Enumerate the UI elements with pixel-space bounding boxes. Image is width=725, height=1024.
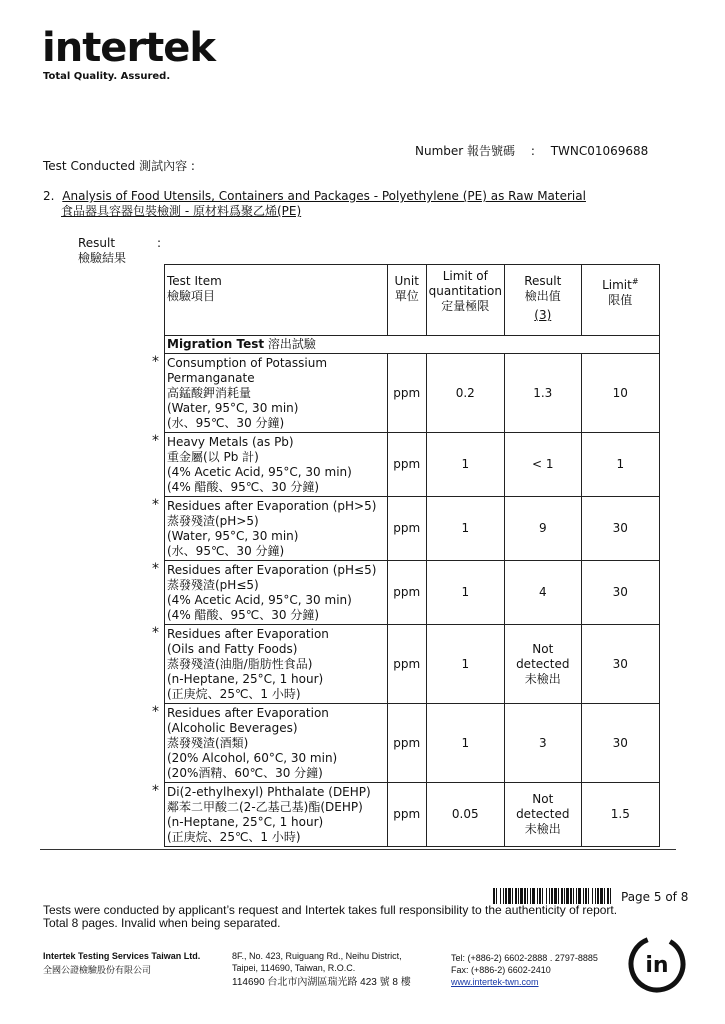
test-item-line: 蒸發殘渣(酒類): [167, 735, 249, 750]
header-result: Result 檢出值 (3): [504, 265, 581, 336]
test-item-line: (Oils and Fatty Foods): [167, 641, 298, 656]
limit-cell: 30: [581, 561, 659, 625]
test-item-line: (正庚烷、25℃、1 小時): [167, 829, 301, 844]
loq-cell: 0.2: [426, 354, 504, 433]
test-item-line: Heavy Metals (as Pb): [167, 434, 294, 449]
result-value: Not detected: [516, 641, 570, 671]
result-value-zh: 未檢出: [524, 822, 561, 836]
table-row: [165, 783, 660, 847]
test-item-line: (20% Alcohol, 60°C, 30 min): [167, 750, 338, 765]
asterisk-marker: *: [152, 625, 159, 641]
circle-logo-text: in: [645, 953, 669, 978]
website-link[interactable]: www.intertek-twn.com: [451, 977, 539, 987]
unit-cell: ppm: [387, 561, 426, 625]
loq-cell: 1: [426, 704, 504, 783]
unit-cell: ppm: [387, 704, 426, 783]
loq-cell: 1: [426, 561, 504, 625]
test-item-line: (4% 醋酸、95℃、30 分鐘): [167, 607, 320, 622]
section-title-zh: 食品器具容器包裝檢測 - 原材料爲聚乙烯(PE): [61, 204, 302, 218]
test-item-line: (4% Acetic Acid, 95°C, 30 min): [167, 464, 352, 479]
test-item-line: 鄰苯二甲酸二(2-乙基己基)酯(DEHP): [167, 799, 363, 814]
limit-cell: 1.5: [581, 783, 659, 847]
report-number: [415, 142, 648, 159]
header-limit: Limit# 限值: [581, 265, 659, 336]
result-value: 1.3: [533, 385, 553, 400]
result-cell: [504, 783, 581, 847]
test-item-line: (4% Acetic Acid, 95°C, 30 min): [167, 592, 352, 607]
disclaimer: [43, 904, 617, 930]
test-item-line: (水、95℃、30 分鐘): [167, 543, 285, 558]
disclaimer-line-1: Tests were conducted by applicant’s request and Intertek takes full responsibility to the authenticity of report.: [43, 903, 618, 917]
result-value: 9: [538, 521, 547, 535]
result-value: 3: [538, 735, 547, 750]
test-item-line: 重金屬(以 Pb 計): [167, 449, 259, 464]
test-item-cell: [152, 561, 388, 625]
test-item-line: 蒸發殘渣(油脂/脂肪性食品): [167, 656, 313, 671]
result-cell: [504, 625, 581, 704]
header-unit: Unit 單位: [387, 265, 426, 336]
result-label-zh: 檢驗結果: [78, 251, 127, 265]
limit-cell: 10: [581, 354, 659, 433]
result-label: [78, 236, 126, 266]
test-item-line: Residues after Evaporation: [167, 705, 329, 720]
result-cell: [504, 704, 581, 783]
test-item-line: 蒸發殘渣(pH>5): [167, 513, 259, 528]
footer-contact: [451, 952, 598, 988]
test-item-cell: [152, 783, 388, 847]
table-row: [165, 625, 660, 704]
result-cell: [504, 497, 581, 561]
report-number-value: TWNC01069688: [550, 144, 649, 158]
asterisk-marker: *: [152, 497, 159, 513]
fax: Fax: (+886-2) 6602-2410: [451, 965, 551, 975]
footer-address: [232, 950, 411, 989]
company-name-zh: 全國公證檢驗股份有限公司: [43, 965, 152, 975]
test-item-line: (n-Heptane, 25°C, 1 hour): [167, 671, 324, 686]
limit-cell: 1: [581, 433, 659, 497]
header-test-item: Test Item 檢驗項目: [165, 265, 388, 336]
test-item-cell: [152, 704, 388, 783]
unit-cell: ppm: [387, 783, 426, 847]
asterisk-marker: *: [152, 783, 159, 799]
footer-divider: [40, 849, 676, 850]
test-item-line: 高錳酸鉀消耗量: [167, 385, 252, 400]
group-row: [165, 336, 660, 354]
address-line-1: 8F., No. 423, Ruiguang Rd., Neihu District,: [232, 951, 402, 961]
table-row: [165, 704, 660, 783]
result-label-en: Result: [78, 236, 116, 250]
intertek-circle-logo-icon: [627, 934, 687, 994]
loq-cell: 1: [426, 433, 504, 497]
table-row: [165, 433, 660, 497]
test-item-line: (n-Heptane, 25°C, 1 hour): [167, 814, 324, 829]
test-item-line: 蒸發殘渣(pH≤5): [167, 577, 259, 592]
test-item-line: (正庚烷、25℃、1 小時): [167, 686, 301, 701]
table-header-row: [165, 265, 660, 336]
test-item-cell: [152, 625, 388, 704]
result-cell: [504, 561, 581, 625]
test-item-cell: [152, 354, 388, 433]
limit-cell: 30: [581, 497, 659, 561]
test-conducted-label: Test Conducted 測試內容 :: [43, 159, 195, 173]
report-number-label: Number 報告號碼: [415, 144, 516, 158]
test-item-line: (水、95℃、30 分鐘): [167, 415, 285, 430]
asterisk-marker: *: [152, 354, 159, 370]
intertek-logo: intertek: [42, 25, 216, 71]
result-cell: [504, 433, 581, 497]
unit-cell: ppm: [387, 354, 426, 433]
address-line-2: Taipei, 114690, Taiwan, R.O.C.: [232, 963, 356, 973]
report-number-sep: :: [530, 144, 535, 158]
footer-company: [43, 950, 200, 976]
asterisk-marker: *: [152, 433, 159, 449]
page-info: Page 5 of 8: [621, 890, 689, 904]
loq-cell: 1: [426, 497, 504, 561]
logo-tagline: Total Quality. Assured.: [43, 71, 171, 82]
test-item-line: Residues after Evaporation (pH≤5): [167, 562, 377, 577]
result-value: < 1: [532, 457, 554, 471]
test-item-line: Di(2-ethylhexyl) Phthalate (DEHP): [167, 784, 371, 799]
table-row: [165, 561, 660, 625]
asterisk-marker: *: [152, 561, 159, 577]
address-zh: 114690 台北市內湖區瑞光路 423 號 8 樓: [232, 977, 411, 988]
section-title-en: Analysis of Food Utensils, Containers and Packages - Polyethylene (PE) as Raw Material: [62, 189, 586, 203]
test-item-line: (Water, 95°C, 30 min): [167, 400, 299, 415]
test-item-line: Consumption of Potassium: [167, 355, 328, 370]
test-item-line: (20%酒精、60℃、30 分鐘): [167, 765, 323, 780]
header-loq: Limit of quantitation 定量極限: [426, 265, 504, 336]
loq-cell: 1: [426, 625, 504, 704]
test-item-line: Residues after Evaporation: [167, 626, 329, 641]
loq-cell: 0.05: [426, 783, 504, 847]
group-title: Migration Test 溶出試驗: [165, 336, 660, 354]
unit-cell: ppm: [387, 625, 426, 704]
limit-cell: 30: [581, 625, 659, 704]
test-item-line: Residues after Evaporation (pH>5): [167, 498, 377, 513]
section-title: [43, 189, 586, 219]
test-item-line: (4% 醋酸、95℃、30 分鐘): [167, 479, 320, 494]
unit-cell: ppm: [387, 433, 426, 497]
limit-cell: 30: [581, 704, 659, 783]
result-value: 4: [538, 585, 547, 599]
test-item-cell: [152, 497, 388, 561]
table-row: [165, 354, 660, 433]
result-label-sep: :: [157, 236, 162, 250]
result-value-zh: 未檢出: [524, 671, 561, 686]
unit-cell: ppm: [387, 497, 426, 561]
test-item-line: (Alcoholic Beverages): [167, 720, 298, 735]
disclaimer-line-2: Total 8 pages. Invalid when being separated.: [43, 916, 281, 930]
section-number: 2.: [43, 189, 55, 203]
result-value: Not detected: [516, 792, 570, 821]
test-item-line: Permanganate: [167, 370, 255, 385]
result-cell: [504, 354, 581, 433]
test-item-cell: [152, 433, 388, 497]
phone: Tel: (+886-2) 6602-2888 . 2797-8885: [451, 953, 598, 963]
barcode-icon: [493, 888, 611, 904]
test-item-line: (Water, 95°C, 30 min): [167, 528, 299, 543]
table-row: [165, 497, 660, 561]
asterisk-marker: *: [152, 704, 159, 720]
company-name-en: Intertek Testing Services Taiwan Ltd.: [43, 951, 201, 961]
results-table: [152, 264, 660, 847]
